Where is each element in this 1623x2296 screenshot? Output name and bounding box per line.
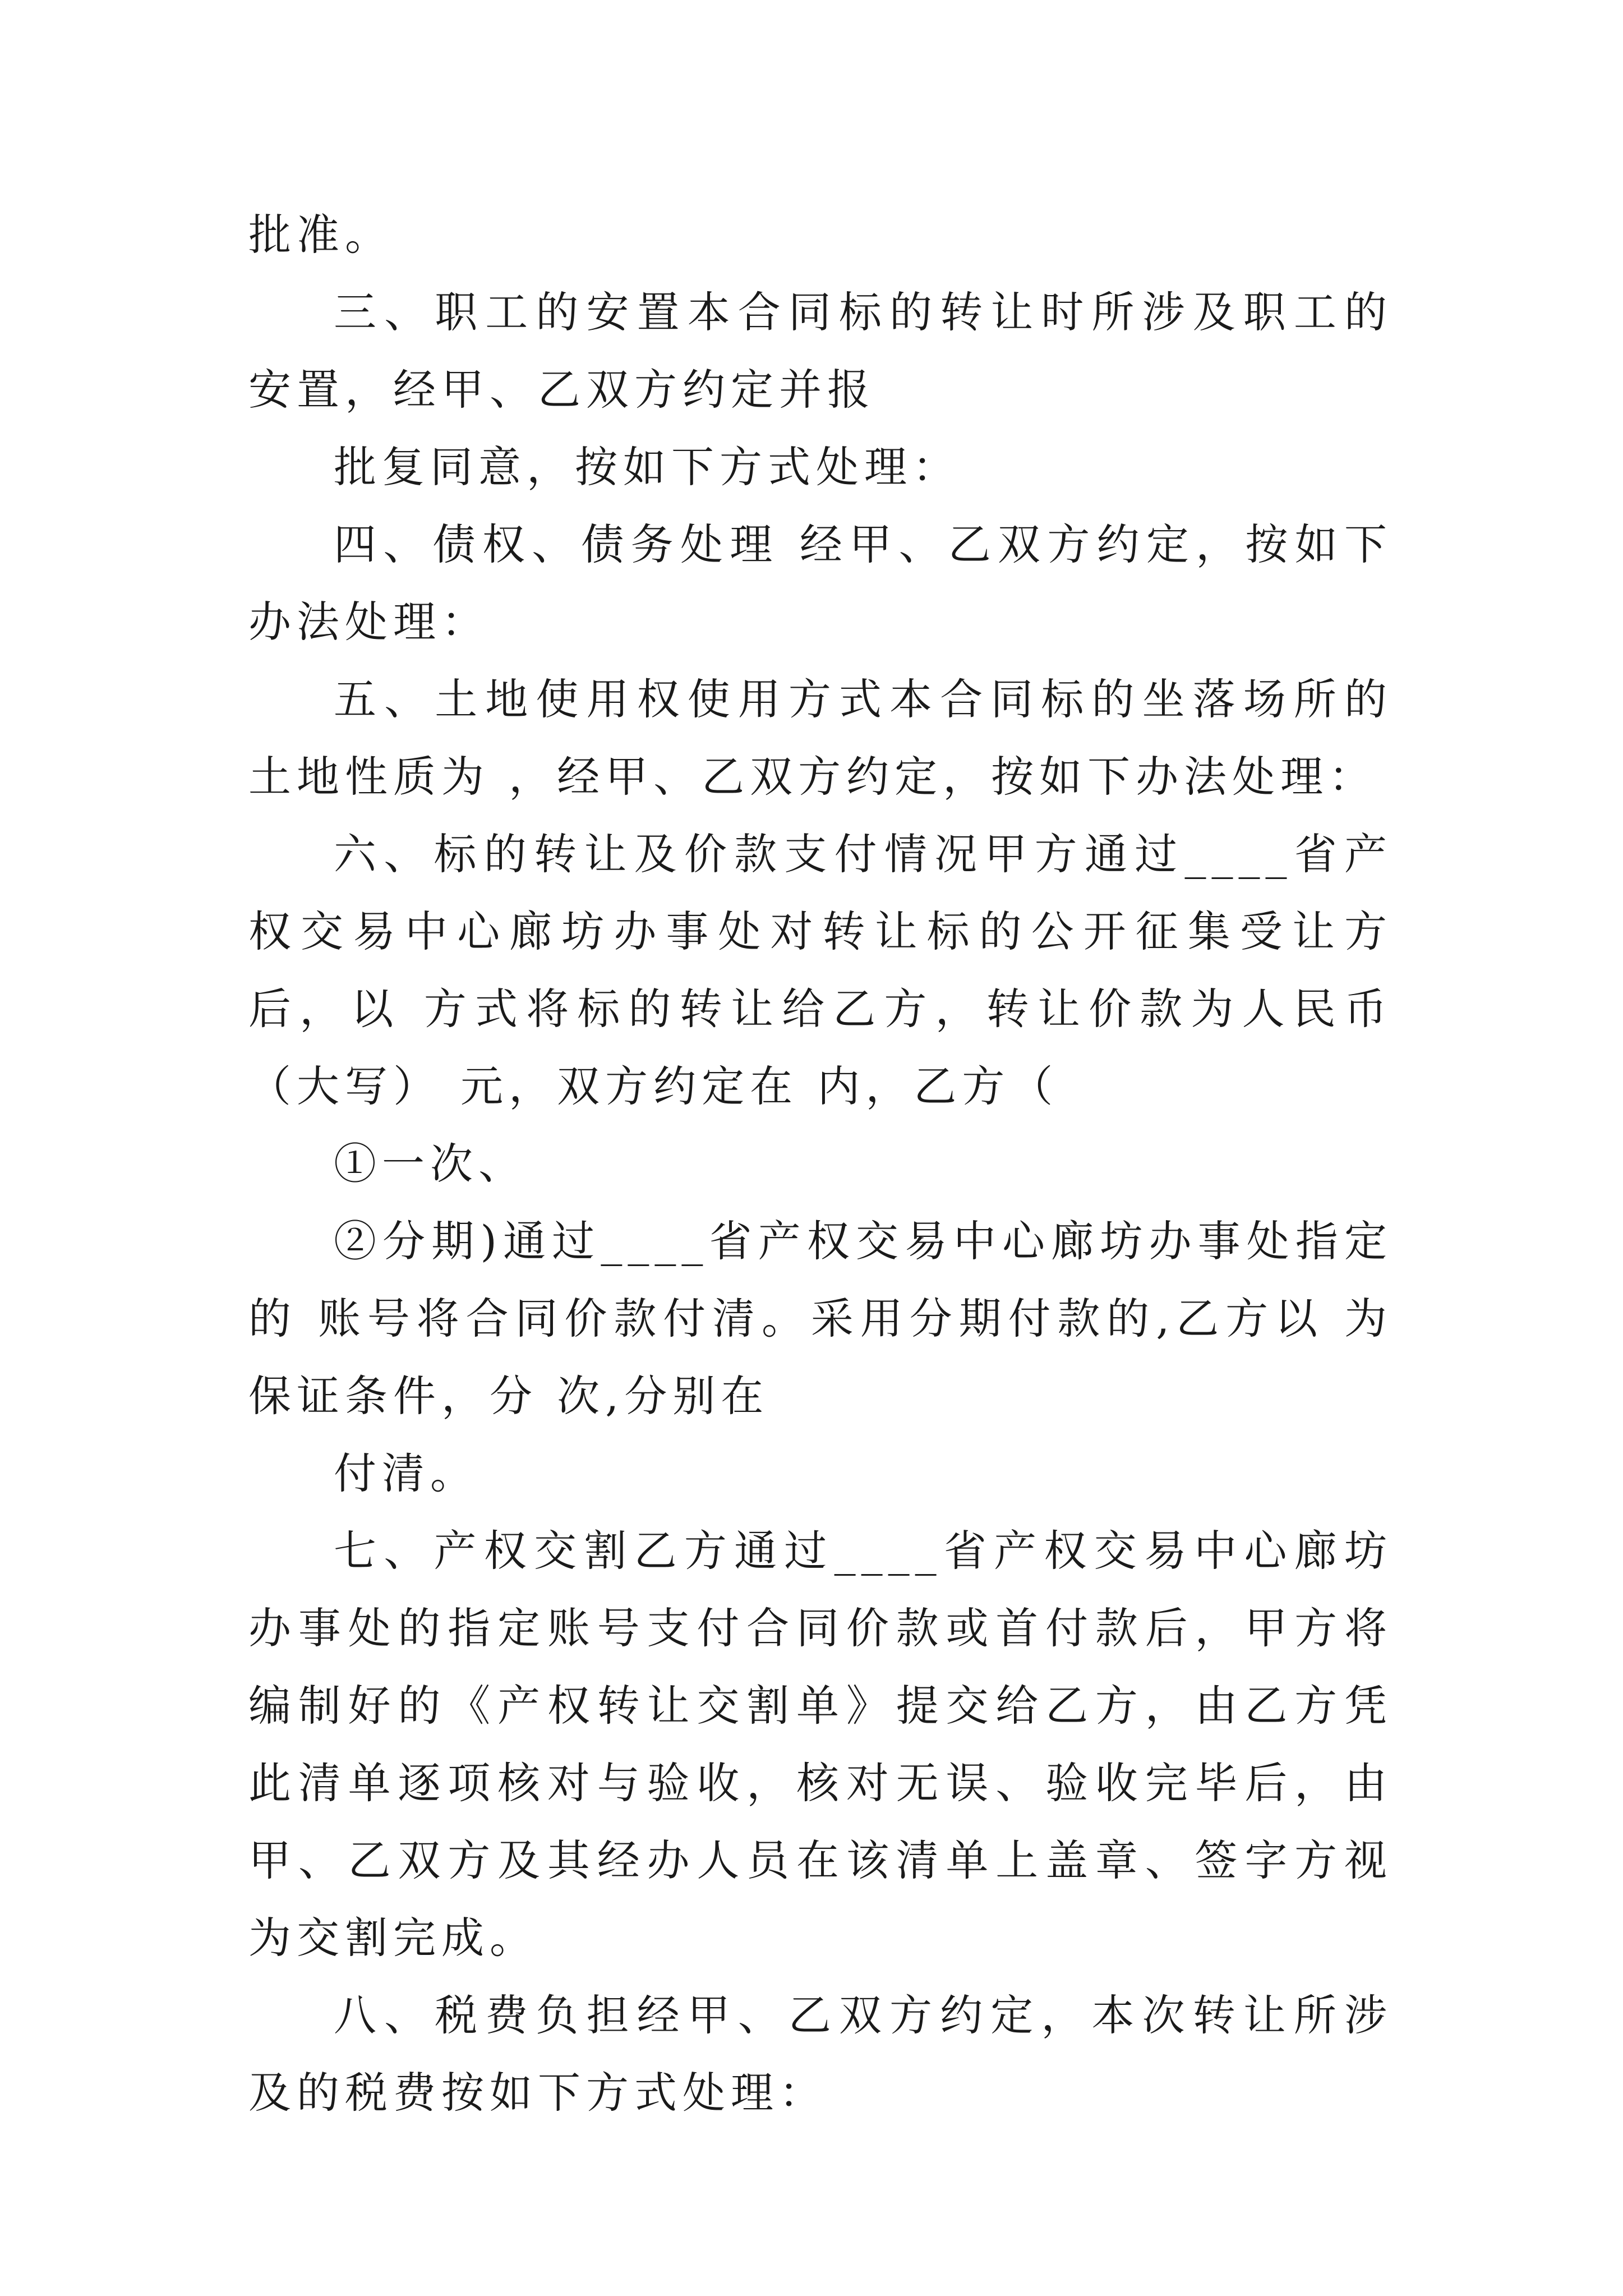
paragraph-paid-off: 付清。: [334, 1448, 478, 1498]
paragraph-approval: 批准。: [248, 210, 393, 260]
paragraph-staff-placement: 三、职工的安置本合同标的转让时所涉及职工的安置，经甲、乙双方约定并报: [248, 287, 1393, 415]
paragraph-handover: 七、产权交割乙方通过____省产权交易中心廊坊办事处的指定账号支付合同价款或首付款后，甲方将编制好的《产权转让交割单》提交给乙方，由乙方凭此清单逐项核对与验收，核对无误、验收完毕后，由甲、乙双方及其经办人员在该清单上盖章、签字方视为交割完成。: [248, 1526, 1393, 1963]
paragraph-debts: 四、债权、债务处理 经甲、乙双方约定，按如下办法处理：: [248, 519, 1393, 647]
paragraph-land-use: 五、土地使用权使用方式本合同标的坐落场所的土地性质为 ，经甲、乙双方约定，按如下办法处理：: [248, 674, 1393, 802]
paragraph-option-one: ①一次、: [334, 1139, 527, 1189]
document-body: [248, 196, 1393, 2132]
paragraph-option-two: ②分期)通过____省产权交易中心廊坊办事处指定的 账号将合同价款付清。采用分期付款的,乙方以 为保证条件，分 次,分别在: [248, 1216, 1393, 1421]
paragraph-approval-handling: 批复同意，按如下方式处理：: [334, 442, 961, 492]
paragraph-transfer-payment: 六、标的转让及价款支付情况甲方通过____省产权交易中心廊坊办事处对转让标的公开征集受让方后，以 方式将标的转让给乙方，转让价款为人民币（大写） 元，双方约定在 内，乙方（: [248, 829, 1393, 1111]
paragraph-taxes: 八、税费负担经甲、乙双方约定，本次转让所涉及的税费按如下方式处理：: [248, 1990, 1393, 2118]
